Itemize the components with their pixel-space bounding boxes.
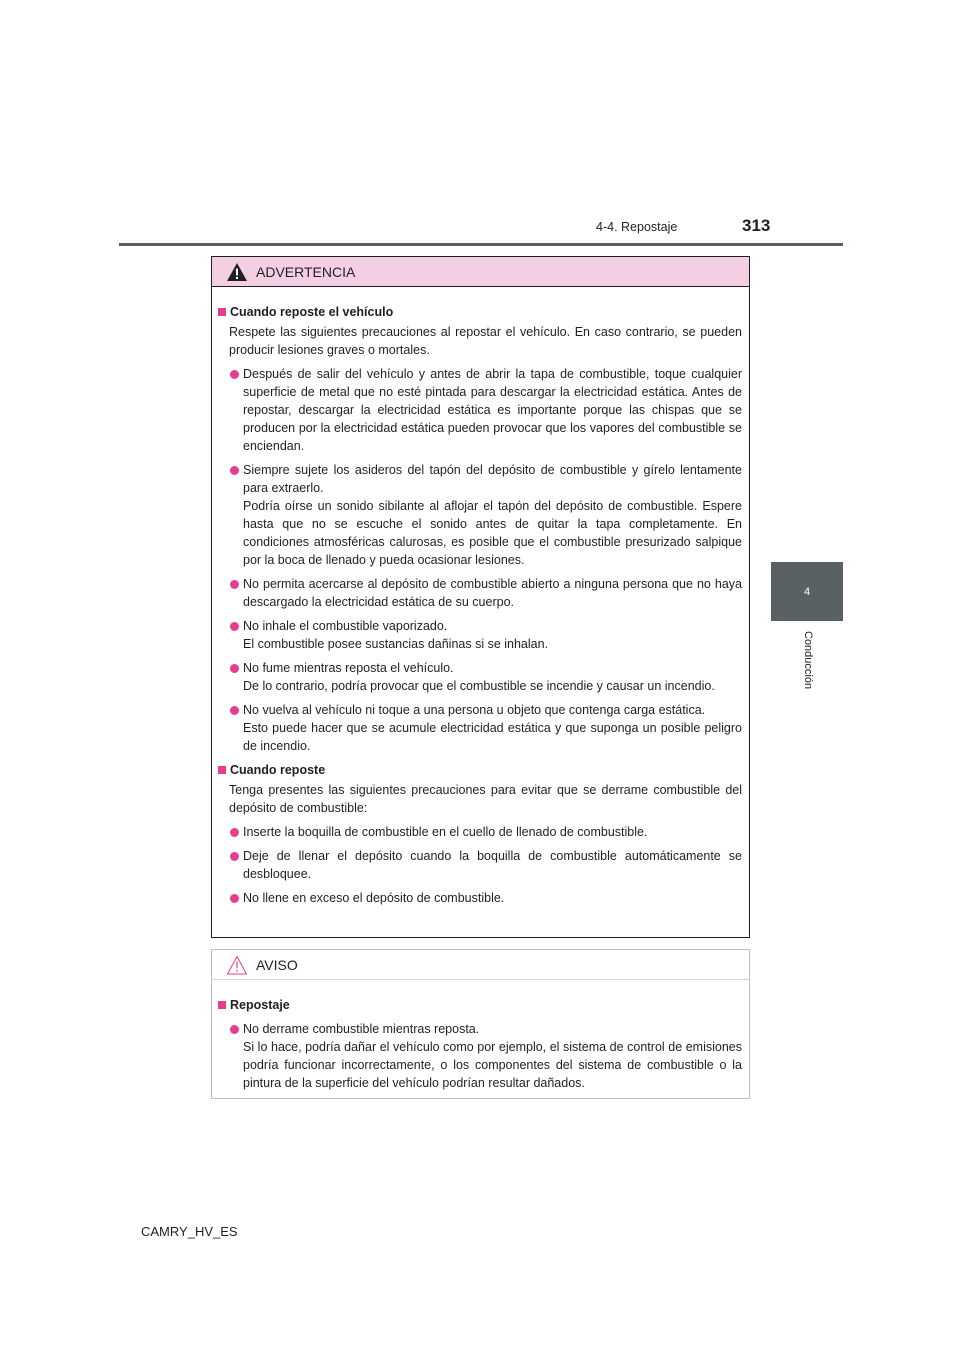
list-item (218, 575, 742, 611)
list-item (218, 365, 742, 455)
list-item-text: No derrame combustible mientras reposta. (243, 1022, 480, 1036)
list-item (218, 889, 742, 907)
caution-triangle-icon (226, 955, 248, 975)
warning-header (212, 257, 749, 287)
list-item-text: No llene en exceso el depósito de combustible. (243, 891, 505, 905)
list-item-text: Inserte la boquilla de combustible en el cuello de llenado de combustible. (243, 825, 648, 839)
page-number: 313 (742, 216, 771, 235)
list-item-text: Deje de llenar el depósito cuando la boquilla de combustible automáticamente se desbloquee. (243, 849, 742, 881)
list-item (218, 701, 742, 755)
list-item-text: No vuelva al vehículo ni toque a una persona u objeto que contenga carga estática. (243, 703, 706, 717)
section-intro: Respete las siguientes precauciones al repostar el vehículo. En caso contrario, se pueden producir lesiones graves o mortales. (229, 325, 742, 357)
list-item-text: Después de salir del vehículo y antes de abrir la tapa de combustible, toque cualquier superficie de metal que no esté pintada para descargar la electricidad estática. Antes de repostar, descargar la electricidad estática es importante porque las chispas que se producen por la electricidad estática pueden provocar que los vapores del combustible se enciendan. (243, 367, 742, 453)
round-bullet-icon (230, 894, 239, 903)
header-section-title: 4-4. Repostaje (596, 220, 678, 234)
round-bullet-icon (230, 706, 239, 715)
list-item-text: No permita acercarse al depósito de combustible abierto a ninguna persona que no haya descargado la electricidad estática de su cuerpo. (243, 577, 742, 609)
manual-code: CAMRY_HV_ES (141, 1224, 238, 1239)
section-heading-text: Cuando reposte (230, 763, 326, 777)
round-bullet-icon (230, 664, 239, 673)
list-item-text: Siempre sujete los asideros del tapón del depósito de combustible y gírelo lentamente para extraerlo. (243, 463, 742, 495)
chapter-tab-label: Conducción (802, 631, 814, 690)
round-bullet-icon (230, 828, 239, 837)
bullet-list (218, 1020, 742, 1092)
list-item-text: No inhale el combustible vaporizado. (243, 619, 448, 633)
round-bullet-icon (230, 370, 239, 379)
list-item (218, 823, 742, 841)
section-intro: Tenga presentes las siguientes precauciones para evitar que se derrame combustible del depósito de combustible: (229, 783, 742, 815)
list-item (218, 1020, 742, 1092)
section-heading-text: Cuando reposte el vehículo (230, 305, 394, 319)
square-bullet-icon (218, 308, 226, 316)
warning-box (211, 256, 750, 938)
list-item-text: Esto puede hacer que se acumule electricidad estática y que suponga un posible peligro de incendio. (243, 721, 742, 753)
list-item (218, 659, 742, 695)
list-item-text: No fume mientras reposta el vehículo. (243, 661, 454, 675)
notice-box (211, 949, 750, 1099)
list-item-text: El combustible posee sustancias dañinas si se inhalan. (243, 637, 549, 651)
notice-title: AVISO (256, 956, 298, 973)
round-bullet-icon (230, 580, 239, 589)
notice-body (212, 980, 749, 1092)
bullet-list (218, 823, 742, 907)
list-item (218, 461, 742, 569)
round-bullet-icon (230, 466, 239, 475)
warning-body (212, 287, 749, 907)
section-heading (218, 303, 742, 321)
round-bullet-icon (230, 622, 239, 631)
list-item-text: Podría oírse un sonido sibilante al aflojar el tapón del depósito de combustible. Espere hasta que no se escuche el sonido antes de quitar la tapa completamente. En condiciones atmosféricas calurosas, es posible que el combustible presurizado salpique por la boca de llenado y pueda ocasionar lesiones. (243, 499, 742, 567)
list-item (218, 847, 742, 883)
warning-triangle-icon (226, 262, 248, 282)
warning-title: ADVERTENCIA (256, 263, 356, 280)
header-divider (119, 243, 843, 246)
square-bullet-icon (218, 1001, 226, 1009)
chapter-tab (771, 562, 843, 621)
section-heading (218, 761, 742, 779)
round-bullet-icon (230, 1025, 239, 1034)
square-bullet-icon (218, 766, 226, 774)
list-item (218, 617, 742, 653)
section-heading-text: Repostaje (230, 998, 290, 1012)
list-item-text: De lo contrario, podría provocar que el combustible se incendie y causar un incendio. (243, 679, 715, 693)
notice-header (212, 950, 749, 980)
chapter-tab-number: 4 (803, 585, 811, 598)
section-heading (218, 996, 742, 1014)
list-item-text: Si lo hace, podría dañar el vehículo como por ejemplo, el sistema de control de emisiones podría funcionar incorrectamente, o los componentes del sistema de combustible o la pintura de la superficie del vehículo podrían resultar dañados. (243, 1040, 742, 1090)
round-bullet-icon (230, 852, 239, 861)
bullet-list (218, 365, 742, 755)
